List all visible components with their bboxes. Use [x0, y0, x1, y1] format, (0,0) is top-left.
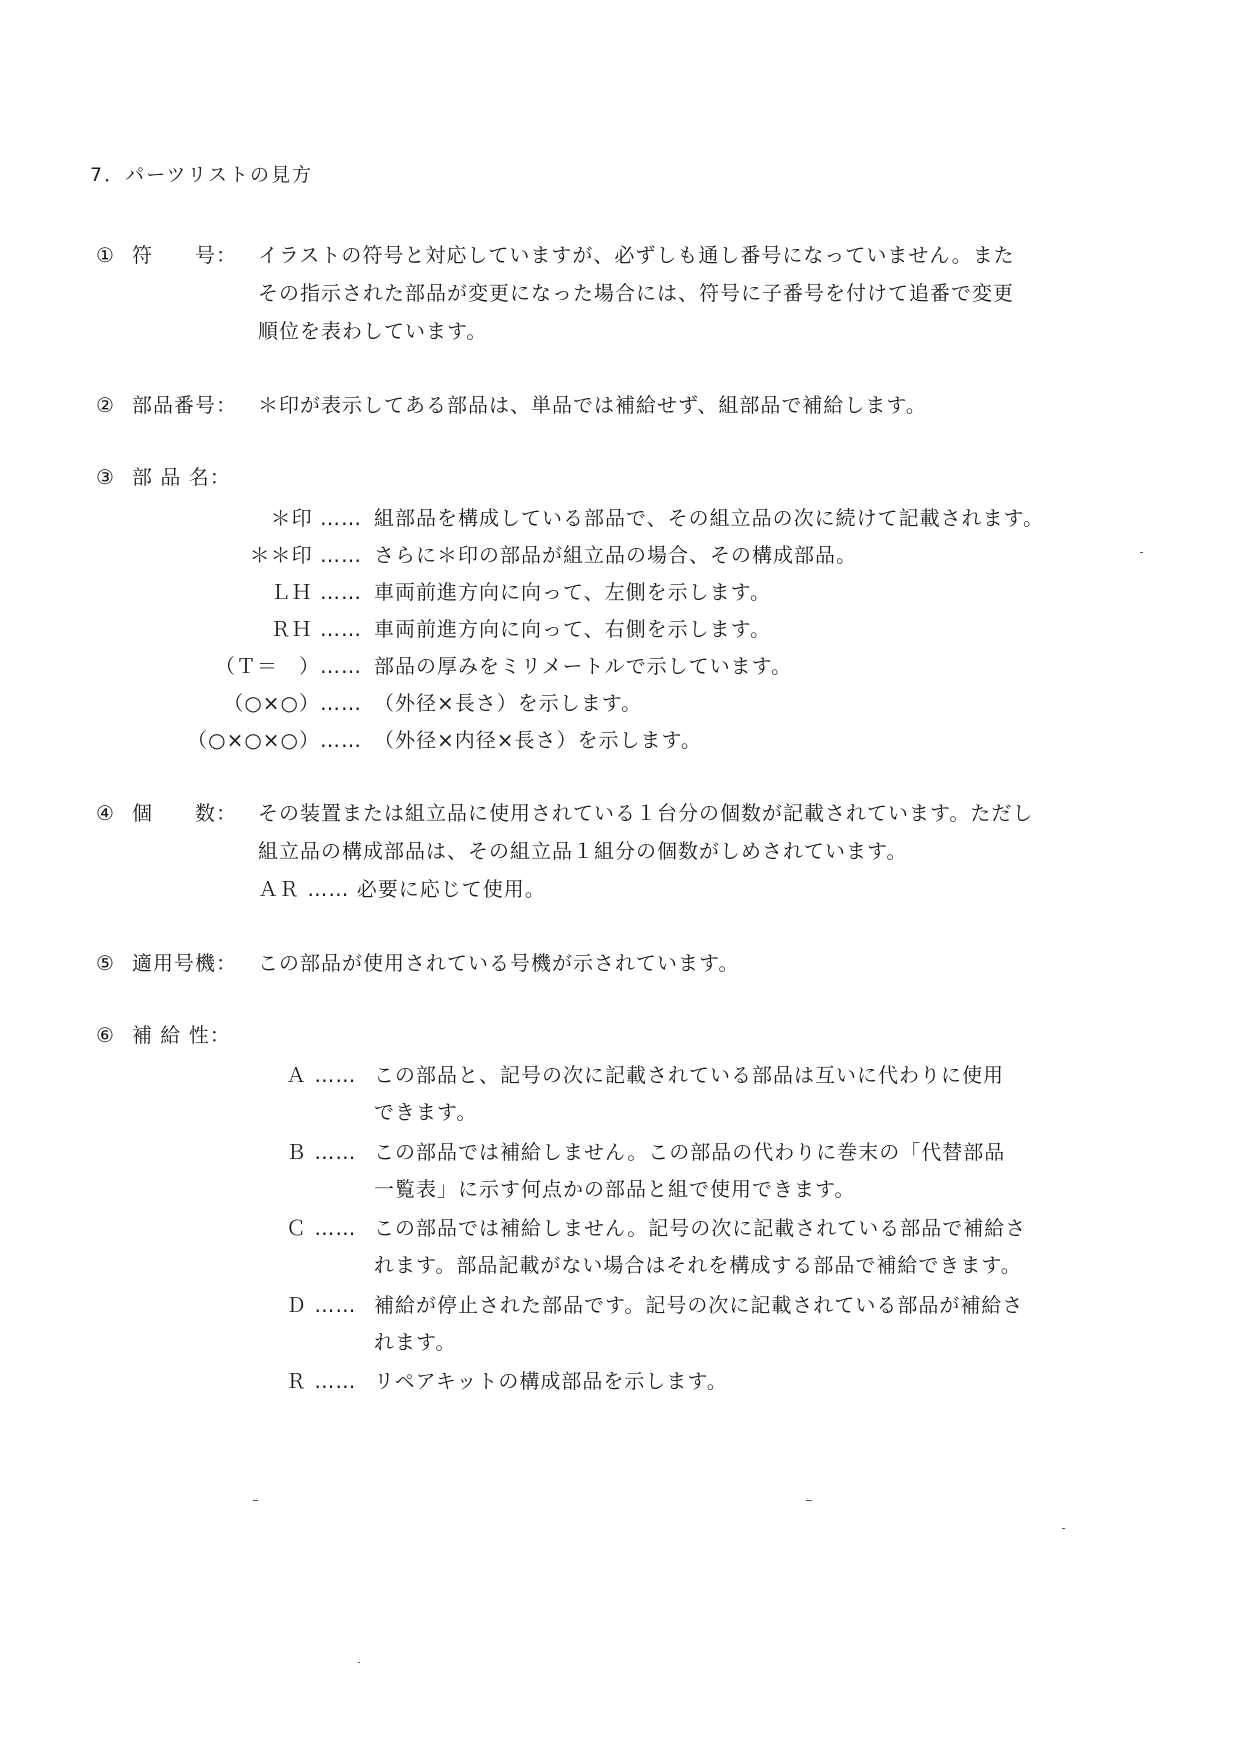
section-1-line: その指示された部品が変更になった場合には、符号に子番号を付けて追番で変更 — [258, 281, 1014, 305]
section-3-number: ③ — [96, 465, 115, 489]
section-3-label: 部 品 名： — [132, 465, 231, 489]
section-3-key: （○×○）…… — [223, 691, 362, 715]
section-3-key: （○×○×○）…… — [187, 728, 362, 752]
section-6-key: Ｃ …… — [286, 1216, 357, 1240]
section-6-key: Ａ …… — [286, 1063, 357, 1087]
section-6-line: この部品では補給しません。この部品の代わりに巻末の「代替部品 — [374, 1140, 1006, 1164]
section-4-line: 組立品の構成部品は、その組立品１組分の個数がしめされています。 — [258, 839, 908, 863]
section-6-line: リペアキットの構成部品を示します。 — [374, 1369, 728, 1393]
section-3-text: （外径×内径×長さ）を示します。 — [374, 728, 702, 752]
section-6-label: 補 給 性： — [132, 1023, 231, 1047]
section-3-text: さらに＊印の部品が組立品の場合、その構成部品。 — [374, 543, 857, 567]
section-3-key: ＬＨ …… — [270, 580, 362, 604]
section-3-text: 組部品を構成している部品で、その組立品の次に続けて記載されます。 — [374, 506, 1044, 530]
section-6-key: Ｂ …… — [286, 1140, 357, 1164]
section-6-line: この部品と、記号の次に記載されている部品は互いに代わりに使用 — [374, 1063, 1004, 1087]
section-1-label: 符 号： — [132, 243, 237, 267]
section-6-line: れます。 — [374, 1330, 457, 1354]
section-6-line: れます。部品記載がない場合はそれを構成する部品で補給できます。 — [374, 1253, 1022, 1277]
section-4-line: ＡＲ …… 必要に応じて使用。 — [258, 877, 546, 901]
section-5-number: ⑤ — [96, 951, 115, 975]
section-2-number: ② — [96, 393, 115, 417]
page-title: 7．パーツリストの見方 — [90, 164, 313, 186]
section-1-line: 順位を表わしています。 — [258, 319, 488, 343]
section-4-label: 個 数： — [132, 801, 237, 825]
section-3-text: 部品の厚みをミリメートルで示しています。 — [374, 654, 792, 678]
section-6-line: この部品では補給しません。記号の次に記載されている部品で補給さ — [374, 1216, 1027, 1240]
section-6-number: ⑥ — [96, 1023, 115, 1047]
section-6-line: 補給が停止された部品です。記号の次に記載されている部品が補給さ — [374, 1293, 1024, 1317]
section-4-number: ④ — [96, 801, 115, 825]
section-3-key: （Ｔ＝ ）…… — [215, 654, 362, 678]
section-6-key: Ｒ …… — [286, 1369, 357, 1393]
scan-speck — [253, 1500, 258, 1501]
scan-speck — [1062, 1528, 1065, 1529]
section-3-text: 車両前進方向に向って、左側を示します。 — [374, 580, 771, 604]
section-2-label: 部品番号： — [132, 393, 237, 417]
section-2-line: ＊印が表示してある部品は、単品では補給せず、組部品で補給します。 — [258, 393, 927, 417]
scan-speck — [1140, 552, 1143, 553]
section-5-label: 適用号機： — [132, 951, 237, 975]
section-4-line: その装置または組立品に使用されている１台分の個数が記載されています。ただし — [258, 801, 1034, 825]
section-3-key: ＊＊印 …… — [249, 543, 362, 567]
section-6-line: できます。 — [374, 1100, 478, 1124]
section-6-key: Ｄ …… — [286, 1293, 357, 1317]
section-6-line: 一覧表」に示す何点かの部品と組で使用できます。 — [374, 1177, 856, 1201]
section-3-key: ＲＨ …… — [270, 617, 362, 641]
scan-speck — [358, 1662, 360, 1663]
section-3-key: ＊印 …… — [270, 506, 362, 530]
section-1-line: イラストの符号と対応していますが、必ずしも通し番号になっていません。また — [258, 243, 1015, 267]
section-1-number: ① — [96, 243, 115, 267]
section-5-line: この部品が使用されている号機が示されています。 — [258, 951, 740, 975]
section-3-text: 車両前進方向に向って、右側を示します。 — [374, 617, 771, 641]
scan-speck — [806, 1500, 812, 1501]
section-3-text: （外径×長さ）を示します。 — [374, 691, 643, 715]
